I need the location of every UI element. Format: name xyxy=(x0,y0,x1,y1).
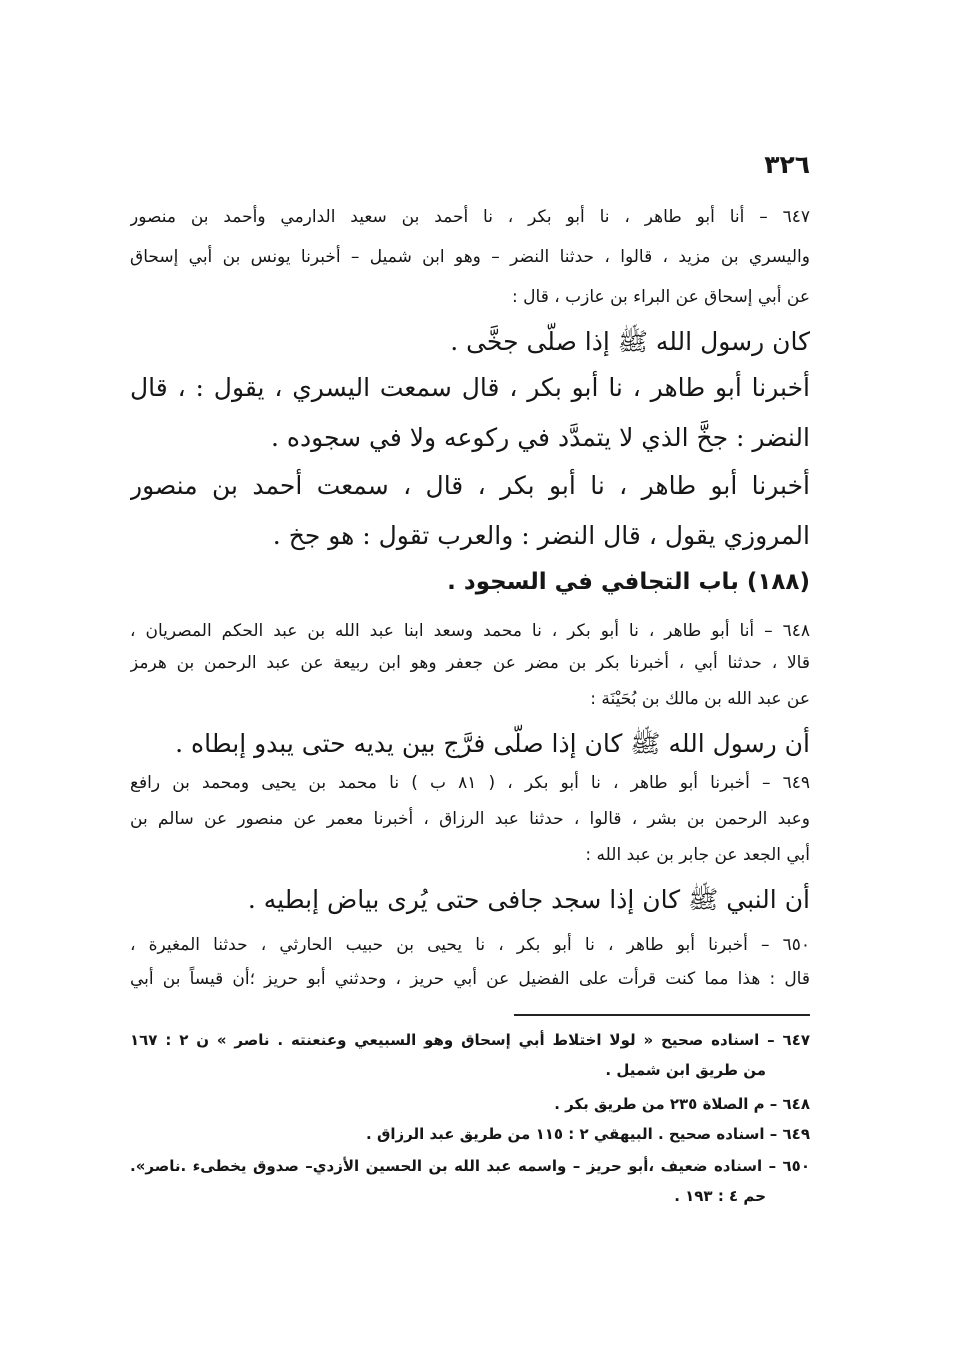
hadith-647-report-2-line-2: النضر : جخَّ الذي لا يتمدَّد في ركوعه ولا في سجوده . xyxy=(270,423,810,452)
hadith-648-isnad-line-1: ٦٤٨ – أنا أبو طاهر ، نا أبو بكر ، نا محمد وسعد ابنا عبد الله بن عبد الحكم المصريان ، xyxy=(130,621,810,641)
hadith-650-isnad-line-2: قال : هذا مما كنت قرأت على الفضيل عن أبي حريز ، وحدثني أبو حريز ؛أن قيساً بن أبي xyxy=(130,969,810,989)
footnote-647-line-1: ٦٤٧ – اسناده صحيح « لولا اختلاط أبي إسحاق وهو السبيعي وعنعنته . ناصر » ن ٢ : ١٦٧ xyxy=(130,1031,810,1049)
footnote-649: ٦٤٩ – اسناده صحيح . البيهقي ٢ : ١١٥ من طريق عبد الرزاق . xyxy=(366,1125,810,1143)
hadith-647-isnad-line-3: عن أبي إسحاق عن البراء بن عازب ، قال : xyxy=(512,287,810,307)
footnote-divider xyxy=(514,1014,810,1016)
hadith-648-matn: أن رسول الله ﷺ كان إذا صلَّى فرَّج بين يديه حتى يبدو إبطاه . xyxy=(175,729,810,758)
hadith-650-isnad-line-1: ٦٥٠ – أخبرنا أبو طاهر ، نا أبو بكر ، نا يحيى بن حبيب الحارثي ، حدثنا المغيرة ، xyxy=(130,935,810,955)
hadith-649-isnad-line-3: أبي الجعد عن جابر بن عبد الله : xyxy=(585,845,810,865)
page-number: ٣٢٦ xyxy=(764,150,810,179)
hadith-648-isnad-line-3: عن عبد الله بن مالك بن بُحَيْنَة : xyxy=(590,689,810,709)
hadith-647-report-3-line-1: أخبرنا أبو طاهر ، نا أبو بكر ، قال ، سمعت أحمد بن منصور xyxy=(130,471,810,500)
hadith-649-matn: أن النبي ﷺ كان إذا سجد جافى حتى يُرى بياض إبطيه . xyxy=(247,885,810,914)
footnote-648: ٦٤٨ – م الصلاة ٢٣٥ من طريق بكر . xyxy=(554,1095,810,1113)
hadith-647-isnad-line-1: ٦٤٧ – أنا أبو طاهر ، نا أبو بكر ، نا أحمد بن سعيد الدارمي وأحمد بن منصور xyxy=(130,207,810,227)
footnote-647-line-2: من طريق ابن شميل . xyxy=(605,1061,766,1079)
hadith-647-report-2-line-1: أخبرنا أبو طاهر ، نا أبو بكر ، قال سمعت اليسري ، يقول : ، قال xyxy=(130,373,810,402)
hadith-647-isnad-line-2: واليسري بن مزيد ، قالوا ، حدثنا النضر – وهو ابن شميل – أخبرنا يونس بن أبي إسحاق xyxy=(130,247,810,267)
footnote-650-line-2: حم ٤ : ١٩٣ . xyxy=(674,1187,766,1205)
hadith-648-isnad-line-2: قالا ، حدثنا أبي ، أخبرنا بكر بن مضر عن جعفر وهو ابن ربيعة عن عبد الرحمن بن هرمز xyxy=(130,653,810,673)
hadith-647-report-3-line-2: المروزي يقول ، قال النضر : والعرب تقول : هو جخ . xyxy=(272,521,810,550)
hadith-649-isnad-line-1: ٦٤٩ – أخبرنا أبو طاهر ، نا أبو بكر ، ( ٨١ ب ) نا محمد بن يحيى ومحمد بن رافع xyxy=(130,773,810,793)
hadith-647-matn: كان رسول الله ﷺ إذا صلَّى جخَّى . xyxy=(450,327,810,356)
footnote-650-line-1: ٦٥٠ – اسناده ضعيف ،أبو حريز – واسمه عبد الله بن الحسين الأزدي– صدوق يخطىء .ناصر». xyxy=(130,1157,810,1175)
hadith-649-isnad-line-2: وعبد الرحمن بن بشر ، قالوا ، حدثنا عبد الرزاق ، أخبرنا معمر عن منصور عن سالم بن xyxy=(130,809,810,829)
chapter-heading: (١٨٨) باب التجافي في السجود . xyxy=(447,569,810,595)
